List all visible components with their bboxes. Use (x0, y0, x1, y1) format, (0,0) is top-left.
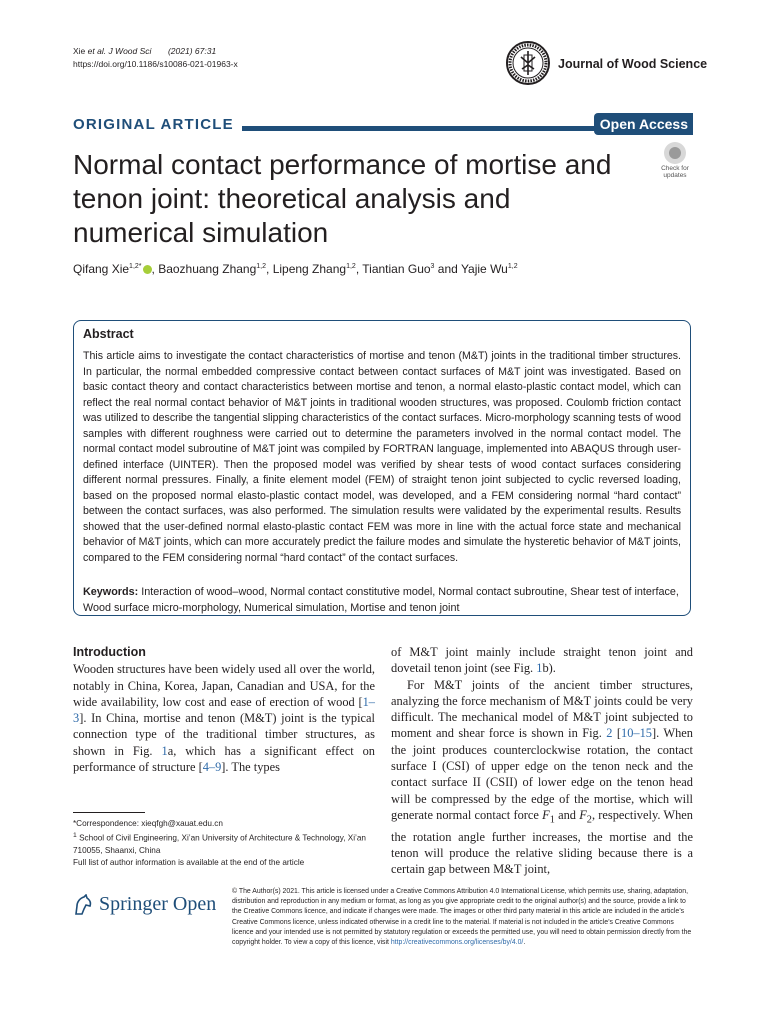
citation-line (73, 45, 238, 58)
author-name[interactable]: Tiantian Guo (362, 262, 431, 276)
check-updates-label: Check for updates (661, 165, 689, 179)
author-separator: and (434, 262, 461, 276)
footnotes (73, 818, 373, 869)
author-affiliation: 1,2 (346, 263, 356, 270)
author-name[interactable]: Baozhuang Zhang (158, 262, 257, 276)
figure-link[interactable]: 1 (536, 661, 543, 676)
section-heading-introduction: Introduction (73, 645, 146, 659)
author-name[interactable]: Qifang Xie (73, 262, 130, 276)
license-text: © The Author(s) 2021. This article is licensed under a Creative Commons Attribution 4.0 International License, which permits use, sharing, adaptation, distribution and reproduction in any medium or format, as long as you give appropriate credit to the original author(s) and the source, provide a link to the Creative Commons licence, and indicate if changes were made. The images or other third party material in this article are included in the article’s Creative Commons licence, unless indicated otherwise in a credit line to the material. If material is not included in the article’s Creative Commons licence and your intended use is not permitted by statutory regulation or exceeds the permitted use, you will need to obtain permission directly from the copyright holder. To view a copy of this licence, visit http://creativecommons.org/licenses/by/4.0/. (232, 888, 692, 947)
abstract-box (73, 320, 691, 616)
publisher-logo (73, 890, 223, 922)
journal-seal-icon (506, 41, 550, 85)
keywords-list: Interaction of wood–wood, Normal contact constitutive model, Normal contact subroutine, Shear test of interface, Wood surface micro-morphology, Numerical simulation, Mortise and tenon joint (83, 586, 679, 614)
affiliation-note: $^1$ School of Civil Engineering, Xi’an University of Architecture & Technology, Xi’an 710055, Shaanxi, China (73, 832, 366, 855)
author-separator: , (151, 262, 159, 276)
orcid-icon[interactable] (143, 265, 152, 274)
journal-logo (506, 41, 708, 93)
check-updates-icon (664, 142, 686, 164)
figure-link[interactable]: 1 (161, 743, 168, 758)
body-column-left (73, 644, 375, 775)
author-affiliation: 1,2 (507, 263, 518, 270)
citation-link[interactable]: 10–15 (621, 726, 652, 741)
author-affiliation: 1,2 (256, 263, 267, 270)
abstract-heading: Abstract (83, 327, 134, 341)
author-info-note: Full list of author information is available at the end of the article (73, 857, 305, 867)
author-affiliation: 1,2* (129, 263, 142, 270)
article-type-bar (73, 113, 693, 135)
intro-paragraph-1: Wooden structures have been widely used all over the world, notably in China, Korea, Japan, Canadian and USA, for the wide availability, low cost and ease of erection of wood [1–3]. In China, mortise and tenon (M&T) joint is the typical connection type of the traditional timber structures, as shown in Fig. 1a, which has a significant effect on performance of structure [4–9]. The types (73, 662, 375, 775)
footnote-divider (73, 812, 145, 813)
figure-link[interactable]: 2 (606, 726, 613, 741)
abstract-text: This article aims to investigate the contact characteristics of mortise and tenon (M&T) joints in the traditional timber structures. In particular, the normal embedded compressive contact between contact surfaces of M&T joint was investigated. Based on basic contact theory and contact characteristics between mortise and tenon, a normal elasto-plastic contact model, which can reflect the real normal contact behavior of M&T joints in traditional wooden structures, was proposed. Coulomb friction contact was utilized to describe the tangential slipping characteristics of the contact surfaces. Micro-morphology scanning tests of wood samples with different roughness were carried out to determine the parameters involved in the normal contact model. The normal contact model subroutine of M&T joint was compiled by FORTRAN language, implemented into ABAQUS through user-defined interface (UINTER). Then the proposed model was verified by shear tests of wood contact surfaces considering different normal pressures. Finally, a finite element model (FEM) of straight tenon joint subjected to cyclic reversed loading, based on the proposed normal elasto-plastic contact model, was developed, and a FEM considering normal “hard contact” between the contact surfaces, was also performed. The simulation results were validated by the experimental results. Results showed that the user-defined normal elasto-plastic contact FEM was more in line with the actual force state and mechanical behavior of M&T joints, which can more accurately predict the failure modes and simulate the hysteretic behavior of M&T joints, compared to the FEM considering normal “hard contact” of the contact surfaces. (83, 350, 681, 564)
author-affiliation: 3 (430, 263, 435, 270)
keywords (83, 585, 681, 616)
doi-link[interactable]: https://doi.org/10.1186/s10086-021-01963-x (73, 59, 238, 69)
intro-paragraph-1-cont: of M&T joint mainly include straight tenon joint and dovetail tenon joint (see Fig. 1b). (391, 645, 693, 676)
citation-block (73, 45, 238, 71)
keywords-label: Keywords: (83, 586, 139, 598)
citation-author: Xie (73, 46, 88, 56)
citation-year: (2021) 67:31 (167, 46, 217, 56)
author-separator: , (266, 262, 273, 276)
citation-link[interactable]: 4–9 (202, 760, 222, 775)
publisher-name: Springer Open (99, 893, 217, 915)
open-access-badge: Open Access (594, 113, 693, 135)
article-type-label: ORIGINAL ARTICLE (73, 113, 242, 135)
body-column-right (391, 644, 693, 878)
author-separator: , (355, 262, 363, 276)
citation-journal: et al. J Wood Sci (87, 46, 152, 56)
license-link[interactable]: http://creativecommons.org/licenses/by/4.0/ (390, 939, 524, 947)
citation-link[interactable]: 1–3 (73, 694, 375, 726)
author-name[interactable]: Yajie Wu (460, 262, 508, 276)
author-name[interactable]: Lipeng Zhang (272, 262, 347, 276)
check-for-updates-button[interactable] (655, 142, 695, 182)
journal-name: Journal of Wood Science (558, 57, 708, 71)
springer-horse-icon (73, 894, 93, 916)
correspondence-note: *Correspondence: xieqfgh@xauat.edu.cn (73, 819, 223, 828)
intro-paragraph-2: For M&T joints of the ancient timber structures, analyzing the force mechanism of M&T joints could be very difficult. The mechanical model of M&T joint subjected to moment and shear force is shown in Fig. 2 [10–15]. When the joint produces counterclockwise rotation, the contact surface I (CSI) of upper edge on the tenon neck and the contact surface II (CSII) of lower edge on the tenon head will be compressed by the edge of the mortise, which will generate normal contact force $F_1$ and $F_2$, respectively. When the rotation angle further increases, the mortise and the tenon will produce the relative sliding because there is a certain gap between M&T joint, (391, 677, 694, 877)
article-title: Normal contact performance of mortise and tenon joint: theoretical analysis and numerical simulation (73, 149, 612, 248)
author-list (73, 262, 518, 276)
